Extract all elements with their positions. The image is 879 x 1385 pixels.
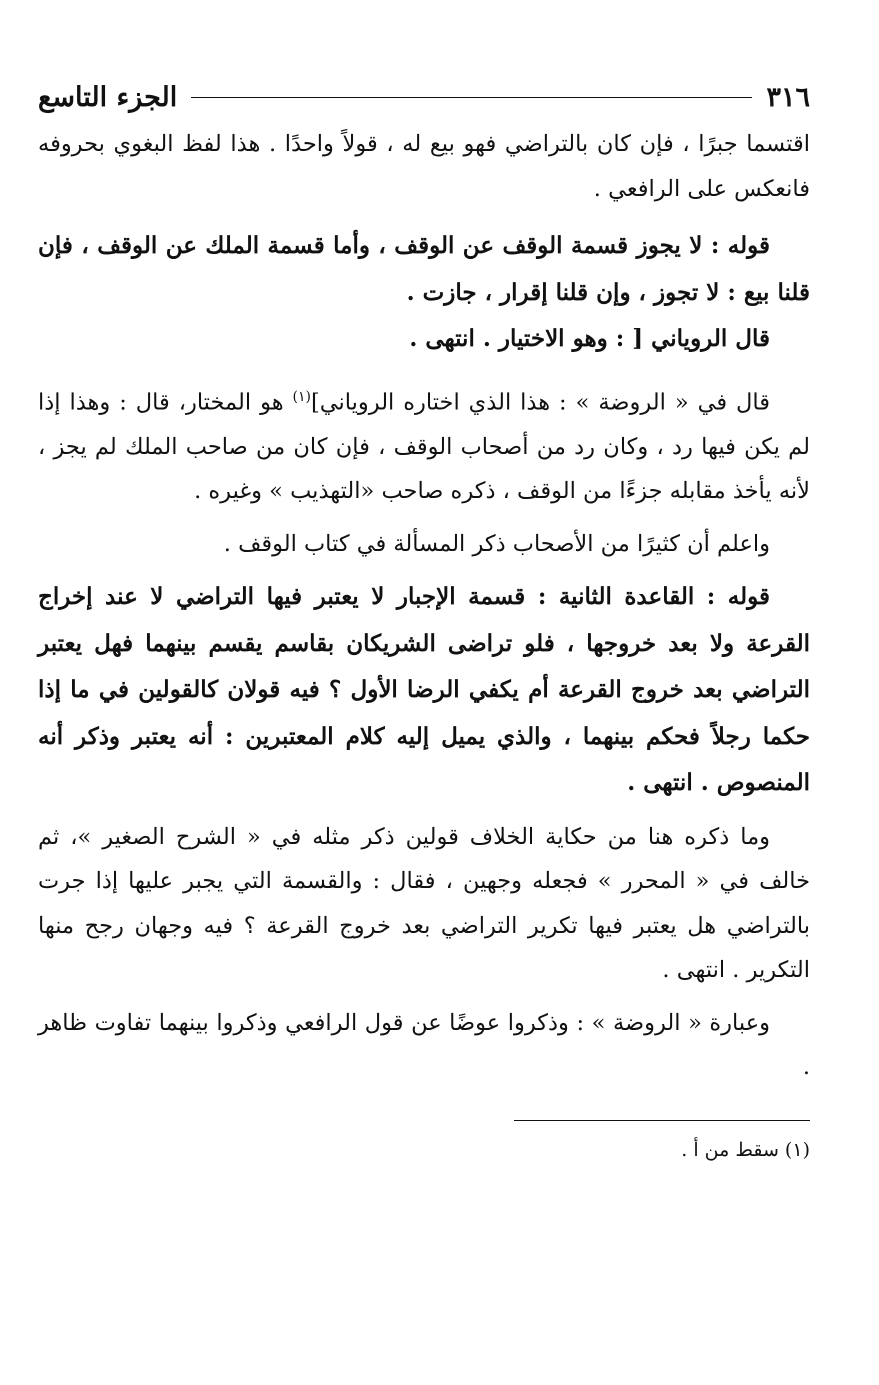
running-title: الجزء التاسع (38, 81, 178, 113)
footnote-ref: (١) (292, 388, 311, 405)
paragraph-1: اقتسما جبرًا ، فإن كان بالتراضي فهو بيع له ، قولاً واحدًا . هذا لفظ البغوي بحروفه فانعكس على الرافعي . (38, 131, 810, 202)
paragraph-5: وعبارة « الروضة » : وذكروا عوضًا عن قول الرافعي وذكروا بينهما تفاوت ظاهر . (38, 1009, 810, 1080)
page-number: ٣١٦ (766, 81, 810, 113)
paragraph-2-text-a: قال في « الروضة » : هذا الذي اختاره الروياني] (311, 389, 771, 415)
footnote-1: (١) سقط من أ . (681, 1138, 810, 1161)
page-header (38, 72, 810, 122)
paragraph-2 (38, 375, 810, 514)
quote-paragraph-3: قوله : القاعدة الثانية : قسمة الإجبار لا يعتبر فيها التراضي لا عند إخراج القرعة ولا بعد خروجها ، فلو تراضى الشريكان بقاسم يقسم بينهما فهل يعتبر التراضي بعد خروج القرعة أم يكفي الرضا الأول ؟ فيه قولان كالقولين في ما إذا حكما رجلاً فحكم بينهما ، والذي يميل إليه كلام المعتبرين : أنه يعتبر وذكر أنه المنصوص . انتهى . (38, 583, 810, 796)
paragraph-2-text-b: هو المختار، قال : وهذا إذا لم يكن فيها رد ، وكان رد من أصحاب الوقف ، فإن كان من صاحب الملك لم يجز ، لأنه يأخذ مقابله جزءًا من الوقف ، ذكره صاحب «التهذيب » وغيره . (38, 389, 810, 504)
header-rule (191, 97, 752, 98)
paragraph-3: واعلم أن كثيرًا من الأصحاب ذكر المسألة في كتاب الوقف . (223, 530, 770, 557)
page (38, 72, 810, 1165)
footnote-rule (514, 1120, 810, 1121)
quote-paragraph-2: قال الروياني [ : وهو الاختيار . انتهى . (409, 325, 770, 352)
quote-paragraph-1: قوله : لا يجوز قسمة الوقف عن الوقف ، وأما قسمة الملك عن الوقف ، فإن قلنا بيع : لا تجوز ، وإن قلنا إقرار ، جازت . (38, 232, 810, 306)
paragraph-4: وما ذكره هنا من حكاية الخلاف قولين ذكر مثله في « الشرح الصغير »، ثم خالف في « المحرر » فجعله وجهين ، فقال : والقسمة التي يجبر عليها إذا جرت بالتراضي هل يعتبر فيها تكرير التراضي بعد خروج القرعة ؟ فيه وجهان رجح منها التكرير . انتهى . (38, 823, 810, 983)
